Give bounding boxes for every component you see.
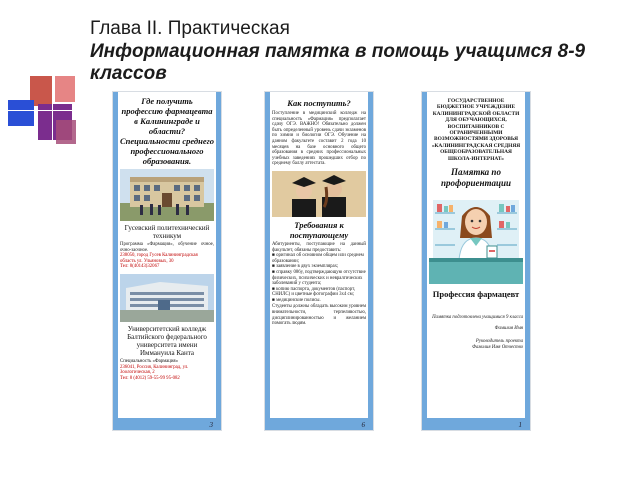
college1-address: 238050, город Гусев Калининградская область ул. Ульяновых, 30 — [120, 253, 198, 264]
college2-photo — [120, 274, 214, 322]
college2-address: 236041, Россия, Калининград, ул. Зоологическая, 2 — [120, 364, 189, 376]
deco-square-pink — [55, 76, 75, 102]
pharmacist-illustration — [429, 194, 523, 284]
slide-heading-line1: Глава II. Практическая — [90, 18, 290, 39]
leaflet-page-3 — [113, 92, 221, 430]
slide-heading-line2: Информационная памятка в помощь учащимся 8-9 классов — [90, 41, 586, 84]
author-label: Памятка подготовлена учащимися 9 класса — [432, 315, 523, 321]
leaflet1-heading: Где получить профессию фармацевта в Калининграде и области? Специальности среднего профессионального образования. — [120, 96, 215, 166]
leaflet1-page-number: 3 — [209, 421, 213, 429]
requirement-item: ■ копию паспорта, документов (паспорт, СНИЛС) и цветные фотографии 3х4 см; — [272, 286, 356, 298]
leaflet3-title: Памятка по профориентации — [441, 167, 511, 189]
leaflet3-page-number: 1 — [518, 421, 522, 429]
college1-photo — [120, 169, 214, 221]
college2-name: Университетский колледж Балтийского федерального университета имени Иммануила Канта — [127, 324, 207, 357]
deco-square-magenta — [56, 120, 76, 144]
author-name: Фамилия Имя — [494, 325, 523, 331]
deco-line-h — [0, 110, 78, 111]
college1-name: Гусевский политехнический техникум — [124, 224, 210, 240]
requirements-footer: Студенты должны обладать высоким уровнем внимательности, терпеливостью, дисциплинированностью и желанием помогать людям. — [272, 304, 366, 327]
deco-line-v — [52, 70, 53, 150]
requirements-intro: Абитуриенты, поступающие на данный факультет, обязаны предоставить: — [272, 241, 366, 253]
requirement-item: ■ оригинал об основном общем или среднем образовании; — [272, 253, 364, 264]
deco-square-blue — [8, 100, 34, 126]
supervisor-name: Фамилия Имя Отчество — [472, 344, 523, 350]
requirement-item: ■ медицинские полисы. — [272, 297, 321, 303]
graduates-photo — [272, 171, 366, 217]
leaflet-page-6 — [265, 92, 373, 430]
leaflet2-page-number: 6 — [361, 421, 365, 429]
requirements-heading: Требования к поступающему — [289, 219, 349, 240]
requirement-item: ■ заявление в двух экземплярах; — [272, 264, 339, 270]
college1-phone: Тел: 8(40143)32067 — [120, 264, 160, 270]
college2-info: Специальность «Фармация» — [120, 358, 178, 364]
college2-phone: Тел: 8 (4012) 59-55-99 95-082 — [120, 375, 180, 381]
profession-title: Профессия фармацевт — [432, 289, 520, 300]
institution-name: ГОСУДАРСТВЕННОЕ БЮДЖЕТНОЕ УЧРЕЖДЕНИЕ КАЛИНИНГРАДСКОЙ ОБЛАСТИ ДЛЯ ОБУЧАЮЩИХСЯ, ВОСПИТАННИКОВ С ОГРАНИЧЕННЫМИ ВОЗМОЖНОСТЯМИ ЗДОРОВЬЯ «КАЛИНИНГРАДСКАЯ СРЕДНЯЯ ОБЩЕОБРАЗОВАТЕЛЬНАЯ ШКОЛА-ИНТЕРНАТ» — [431, 98, 521, 162]
leaflet-page-1 — [422, 92, 530, 430]
college1-info: Программа «Фармация», обучение очное, очно-заочное. — [120, 242, 214, 253]
leaflet2-body: Поступление в медицинский колледж на специальность «Фармация» предполагает сдачу ОГЭ. ВАЖНО! Обязательно должен быть определенный уровень сдачи экзаменов по химии и биологии ОГЭ. Обучение на данном факультете составит 2 года 10 месяцев на базе основного общего образования в средних профессиональных учебных заведениях прошедших отбор по среднему баллу аттестата. — [272, 111, 366, 167]
leaflet2-heading: Как поступить? — [287, 98, 351, 108]
requirement-item: ■ справку 086у, подтверждающую отсутствие физических, психических и невралгических заболеваний у студента; — [272, 269, 366, 287]
supervisor-label: Руководитель проекта — [475, 339, 523, 345]
